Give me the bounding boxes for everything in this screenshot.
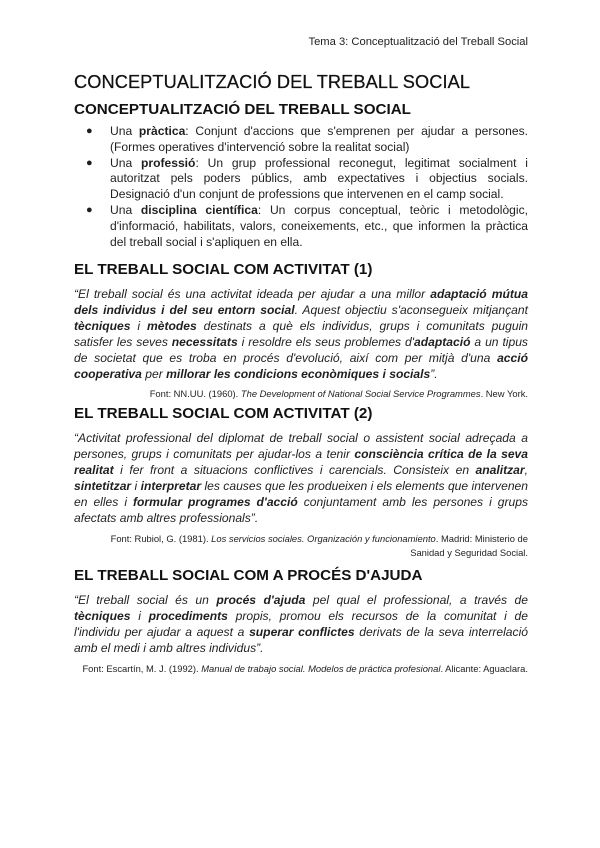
text-run: . New York.	[480, 388, 528, 399]
section-source	[74, 532, 528, 560]
definition-list	[74, 124, 528, 250]
emphasis-text: procés d'ajuda	[216, 593, 306, 607]
text-run: conjuntament amb les persones i grups afectats amb altres professionals”.	[74, 495, 529, 525]
definition-prefix: Una	[110, 124, 139, 138]
emphasis-text: necessitats	[171, 335, 238, 349]
text-run: “El treball social és una activitat ideada per ajudar a una millor	[74, 287, 431, 301]
running-header: Tema 3: Conceptualització del Treball Social	[308, 36, 528, 48]
definition-prefix: Una	[110, 155, 141, 170]
emphasis-text: adaptació	[414, 335, 471, 349]
text-run: “Activitat professional del diplomat de treball social o assistent social adreçada a persones, grups i comunitats per ajudar-los a tenir	[74, 431, 528, 461]
definition-text: : Un grup professional reconegut, legitimat socialment i autoritzat pels poders públics, amb expectatives i objectius socials. Designació d'un conjunt de professions que intervenen en el camp social.	[110, 155, 528, 202]
citation-title: Los servicios sociales. Organización y funcionamiento	[211, 533, 436, 544]
text-run: . Aquest objectiu s'aconsegueix mitjançant	[294, 303, 528, 317]
definition-item	[74, 156, 528, 203]
text-run: a un tipus de societat que es troba en procés d'evolució, així com per mitjà d'una	[74, 335, 528, 365]
page-title: CONCEPTUALITZACIÓ DEL TREBALL SOCIAL	[74, 72, 471, 92]
section-source	[74, 387, 528, 401]
emphasis-text: millorar les condicions econòmiques i socials	[166, 367, 431, 381]
text-run: i	[130, 609, 149, 623]
section-helping-process	[74, 567, 528, 676]
text-run: propis, promou els recursos de la comunitat i de l'individu per ajudar a aquest a	[74, 609, 528, 639]
text-run: per	[141, 367, 167, 381]
emphasis-text: tècniques	[74, 609, 131, 623]
section-quote	[74, 592, 528, 656]
definition-text: : Un corpus conceptual, teòric i metodològic, d'informació, habilitats, valors, coneixements, etc., que informen la pràctica del treball social i s'apliquen en ella.	[110, 202, 529, 249]
citation-title: The Development of National Social Service Programmes	[240, 388, 481, 399]
emphasis-text: mètodes	[147, 319, 197, 333]
bullet-icon: ●	[86, 156, 93, 169]
section-activity-2	[74, 405, 528, 560]
text-run: Font: Escartín, M. J. (1992).	[82, 663, 202, 674]
section-source	[74, 662, 528, 676]
text-run: Font: NN.UU. (1960).	[149, 388, 241, 399]
emphasis-text: tècniques	[74, 319, 131, 333]
text-run: i resoldre els seus problemes d'	[237, 335, 415, 349]
bullet-icon: ●	[86, 203, 93, 216]
definition-text: : Conjunt d'accions que s'emprenen per ajudar a persones. (Formes operatives d'intervenció sobre la realitat social)	[110, 124, 529, 154]
section-quote	[74, 286, 528, 382]
text-run: destinats a què els individus, grups i comunitats puguin satisfer les seves	[74, 319, 528, 349]
emphasis-text: consciència crítica de la seva realitat	[74, 447, 529, 477]
text-run: derivats de la seva interrelació amb el medi i amb altres individus”.	[74, 625, 528, 655]
emphasis-text: analitzar	[475, 463, 525, 477]
citation-title: Manual de trabajo social. Modelos de práctica profesional	[201, 663, 441, 674]
definition-item	[74, 124, 528, 156]
section-heading: EL TREBALL SOCIAL COM ACTIVITAT (2)	[74, 405, 373, 422]
definition-item	[74, 203, 528, 250]
definition-term: disciplina científica	[140, 202, 258, 217]
emphasis-text: formular programes d'acció	[133, 495, 298, 509]
emphasis-text: superar conflictes	[249, 625, 355, 639]
text-run: ,	[524, 463, 528, 477]
definition-prefix: Una	[110, 202, 141, 217]
text-run: i	[131, 479, 141, 493]
text-run: i	[130, 319, 148, 333]
section-heading: EL TREBALL SOCIAL COM ACTIVITAT (1)	[74, 261, 373, 278]
text-run: . Madrid: Ministerio de Sanidad y Seguridad Social.	[410, 533, 528, 558]
emphasis-text: adaptació mútua dels individus i del seu entorn social	[74, 287, 528, 317]
text-run: ”.	[430, 367, 438, 381]
text-run: les causes que les produeixen i els elements que intervenen en elles i	[74, 479, 528, 509]
page-subtitle: CONCEPTUALITZACIÓ DEL TREBALL SOCIAL	[74, 101, 411, 118]
text-run: i fer front a situacions conflictives i carencials. Consisteix en	[113, 463, 476, 477]
bullet-icon: ●	[86, 125, 93, 137]
emphasis-text: procediments	[148, 609, 228, 623]
text-run: Font: Rubiol, G. (1981).	[110, 533, 212, 544]
section-quote	[74, 430, 528, 526]
definition-term: pràctica	[138, 124, 186, 138]
section-heading: EL TREBALL SOCIAL COM A PROCÉS D'AJUDA	[74, 567, 423, 584]
emphasis-text: acció cooperativa	[74, 351, 528, 381]
text-run: . Alicante: Aguaclara.	[440, 663, 528, 674]
definition-term: professió	[141, 155, 196, 170]
emphasis-text: sintetitzar	[74, 479, 132, 493]
section-activity-1	[74, 261, 528, 401]
text-run: pel qual el professional, a través de	[305, 593, 528, 607]
emphasis-text: interpretar	[140, 479, 202, 493]
text-run: “El treball social és un	[74, 593, 217, 607]
